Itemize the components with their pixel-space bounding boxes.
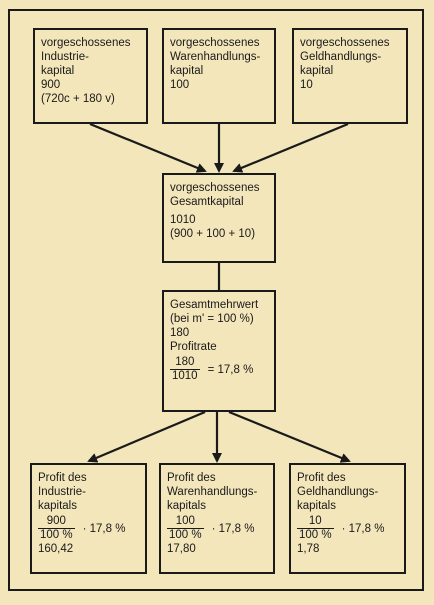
box-label-line: kapital bbox=[170, 65, 204, 77]
formula-multiplier: · 17,8 % bbox=[82, 522, 126, 535]
box-label-line: Industrie- bbox=[38, 486, 86, 498]
box-warenhandlungskapital bbox=[162, 28, 276, 124]
fraction-numerator: 180 bbox=[170, 356, 200, 370]
box-label-line: Geldhandlungs- bbox=[297, 486, 379, 498]
fraction-denominator: 1010 bbox=[172, 370, 198, 382]
box-value: 1,78 bbox=[297, 543, 320, 555]
profit-rate-formula bbox=[170, 356, 268, 383]
box-profit-geldhandlungskapital bbox=[289, 463, 406, 574]
box-value: 900 bbox=[41, 79, 61, 91]
box-label-line: Profitrate bbox=[170, 341, 217, 353]
profit-formula bbox=[297, 515, 398, 542]
formula-multiplier: · 17,8 % bbox=[211, 522, 255, 535]
box-label-line: Profit des bbox=[167, 472, 216, 484]
fraction-numerator: 900 bbox=[38, 515, 75, 529]
box-value-breakdown: (720c + 180 v) bbox=[41, 93, 115, 105]
box-label-line: Profit des bbox=[297, 472, 346, 484]
fraction-denominator: 100 % bbox=[40, 529, 73, 541]
box-gesamtmehrwert bbox=[162, 290, 276, 412]
fraction bbox=[297, 515, 334, 542]
fraction bbox=[38, 515, 75, 542]
box-value: 10 bbox=[300, 79, 313, 91]
box-label-line: vorgeschossenes bbox=[41, 37, 131, 49]
box-label-line: kapitals bbox=[38, 500, 77, 512]
box-label-line: Geldhandlungs- bbox=[300, 51, 382, 63]
fraction-denominator: 100 % bbox=[169, 529, 202, 541]
box-value: 1010 bbox=[170, 214, 196, 226]
box-label-line: kapitals bbox=[297, 500, 336, 512]
formula-result: = 17,8 % bbox=[207, 363, 254, 376]
box-label-line: Industrie- bbox=[41, 51, 89, 63]
box-label-line: Gesamtmehrwert bbox=[170, 299, 259, 311]
fraction-numerator: 10 bbox=[297, 515, 334, 529]
box-label-line: Profit des bbox=[38, 472, 87, 484]
box-industriekapital bbox=[33, 28, 148, 124]
box-value: 180 bbox=[170, 327, 190, 339]
formula-multiplier: · 17,8 % bbox=[341, 522, 385, 535]
box-label-line: kapital bbox=[300, 65, 334, 77]
arrow-geld-to-gesamt bbox=[234, 124, 348, 171]
fraction bbox=[170, 356, 200, 383]
profit-formula bbox=[167, 515, 267, 542]
arrow-industrie-to-gesamt bbox=[90, 124, 205, 171]
fraction-numerator: 100 bbox=[167, 515, 204, 529]
box-value: 17,80 bbox=[167, 543, 196, 555]
profit-formula bbox=[38, 515, 139, 542]
box-label-line: vorgeschossenes bbox=[170, 37, 260, 49]
box-value: 100 bbox=[170, 79, 190, 91]
box-label-line: vorgeschossenes bbox=[170, 182, 260, 194]
box-label-line: (bei m' = 100 %) bbox=[170, 313, 254, 325]
box-geldhandlungskapital bbox=[292, 28, 408, 124]
box-label-line: Warenhandlungs- bbox=[167, 486, 258, 498]
box-label-line: Gesamtkapital bbox=[170, 196, 244, 208]
box-label-line: kapitals bbox=[167, 500, 206, 512]
box-value-breakdown: (900 + 100 + 10) bbox=[170, 228, 256, 240]
box-value: 160,42 bbox=[38, 543, 74, 555]
box-label-line: kapital bbox=[41, 65, 75, 77]
arrow-mehrwert-to-geld-profit bbox=[229, 412, 349, 461]
box-label-line: vorgeschossenes bbox=[300, 37, 390, 49]
fraction-denominator: 100 % bbox=[299, 529, 332, 541]
fraction bbox=[167, 515, 204, 542]
box-profit-warenhandlungskapital bbox=[159, 463, 275, 574]
box-profit-industriekapital bbox=[30, 463, 147, 574]
arrow-mehrwert-to-industrie-profit bbox=[89, 412, 205, 461]
box-gesamtkapital bbox=[162, 173, 276, 263]
box-label-line: Warenhandlungs- bbox=[170, 51, 261, 63]
